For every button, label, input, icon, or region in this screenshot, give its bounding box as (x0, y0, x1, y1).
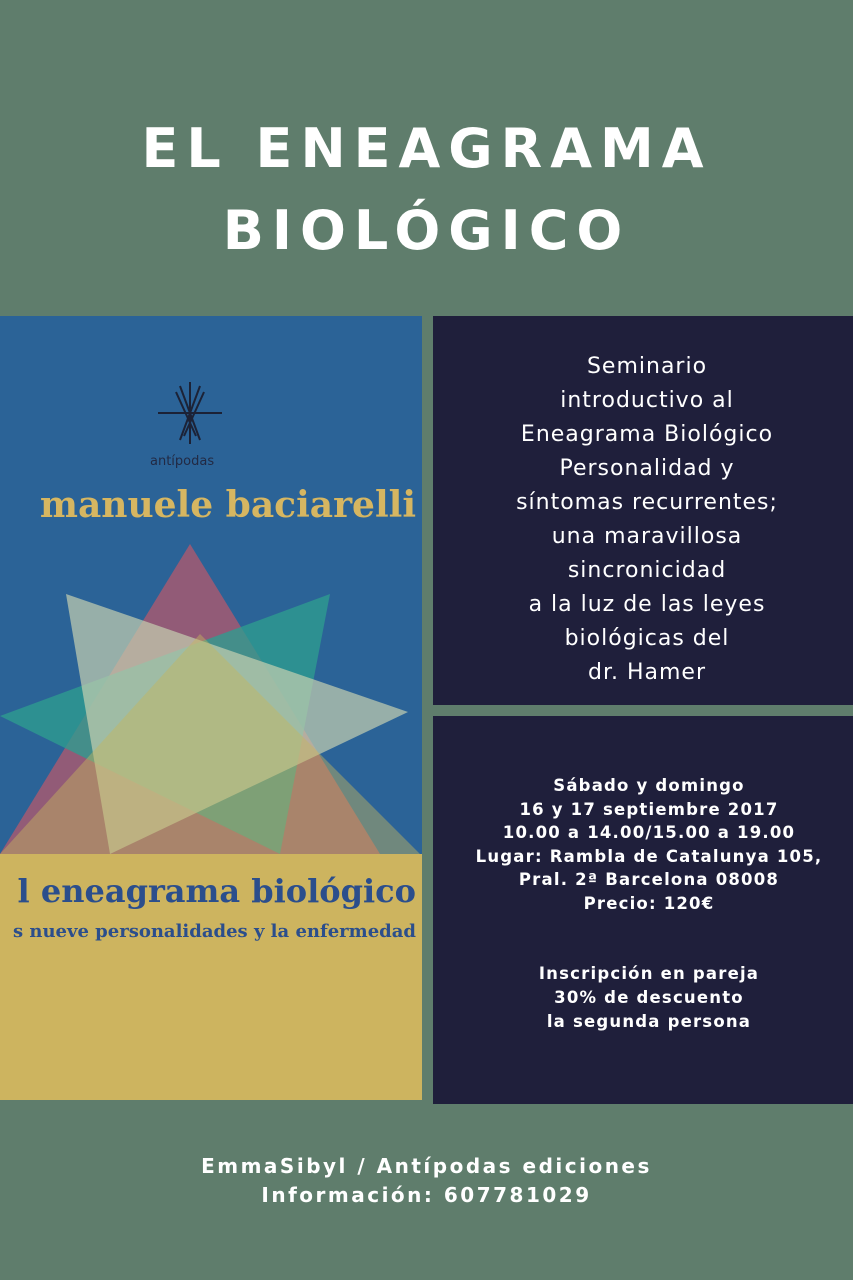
book-cover (0, 316, 422, 1100)
title-line-1: EL ENEAGRAMA (141, 117, 712, 180)
publisher-name: antípodas (150, 454, 215, 469)
antipodas-logo-icon (158, 382, 222, 444)
title-line-2: BIOLÓGICO (222, 199, 631, 262)
description-box (433, 316, 853, 705)
event-box (433, 716, 853, 1104)
footer (0, 1152, 853, 1210)
seminar-description: Seminario introductivo al Eneagrama Biológico Personalidad y síntomas recurrentes; una maravillosa sincronicidad a la luz de las leyes biológicas del dr. Hamer (516, 354, 778, 685)
event-details: Sábado y domingo 16 y 17 septiembre 2017 10.00 a 14.00/15.00 a 19.00 Lugar: Rambla de Catalunya 105, Pral. 2ª Barcelona 08008 Precio: 120€ (475, 776, 823, 913)
book-title: l eneagrama biológico (17, 872, 416, 910)
book-subtitle: s nueve personalidades y la enfermedad (12, 921, 416, 942)
promo-text: Inscripción en pareja 30% de descuento la segunda persona (538, 964, 760, 1031)
footer-contact: Información: 607781029 (261, 1183, 592, 1207)
footer-credits: EmmaSibyl / Antípodas ediciones (201, 1154, 652, 1178)
page-title (0, 108, 853, 272)
author-name: manuele baciarelli (39, 484, 416, 526)
